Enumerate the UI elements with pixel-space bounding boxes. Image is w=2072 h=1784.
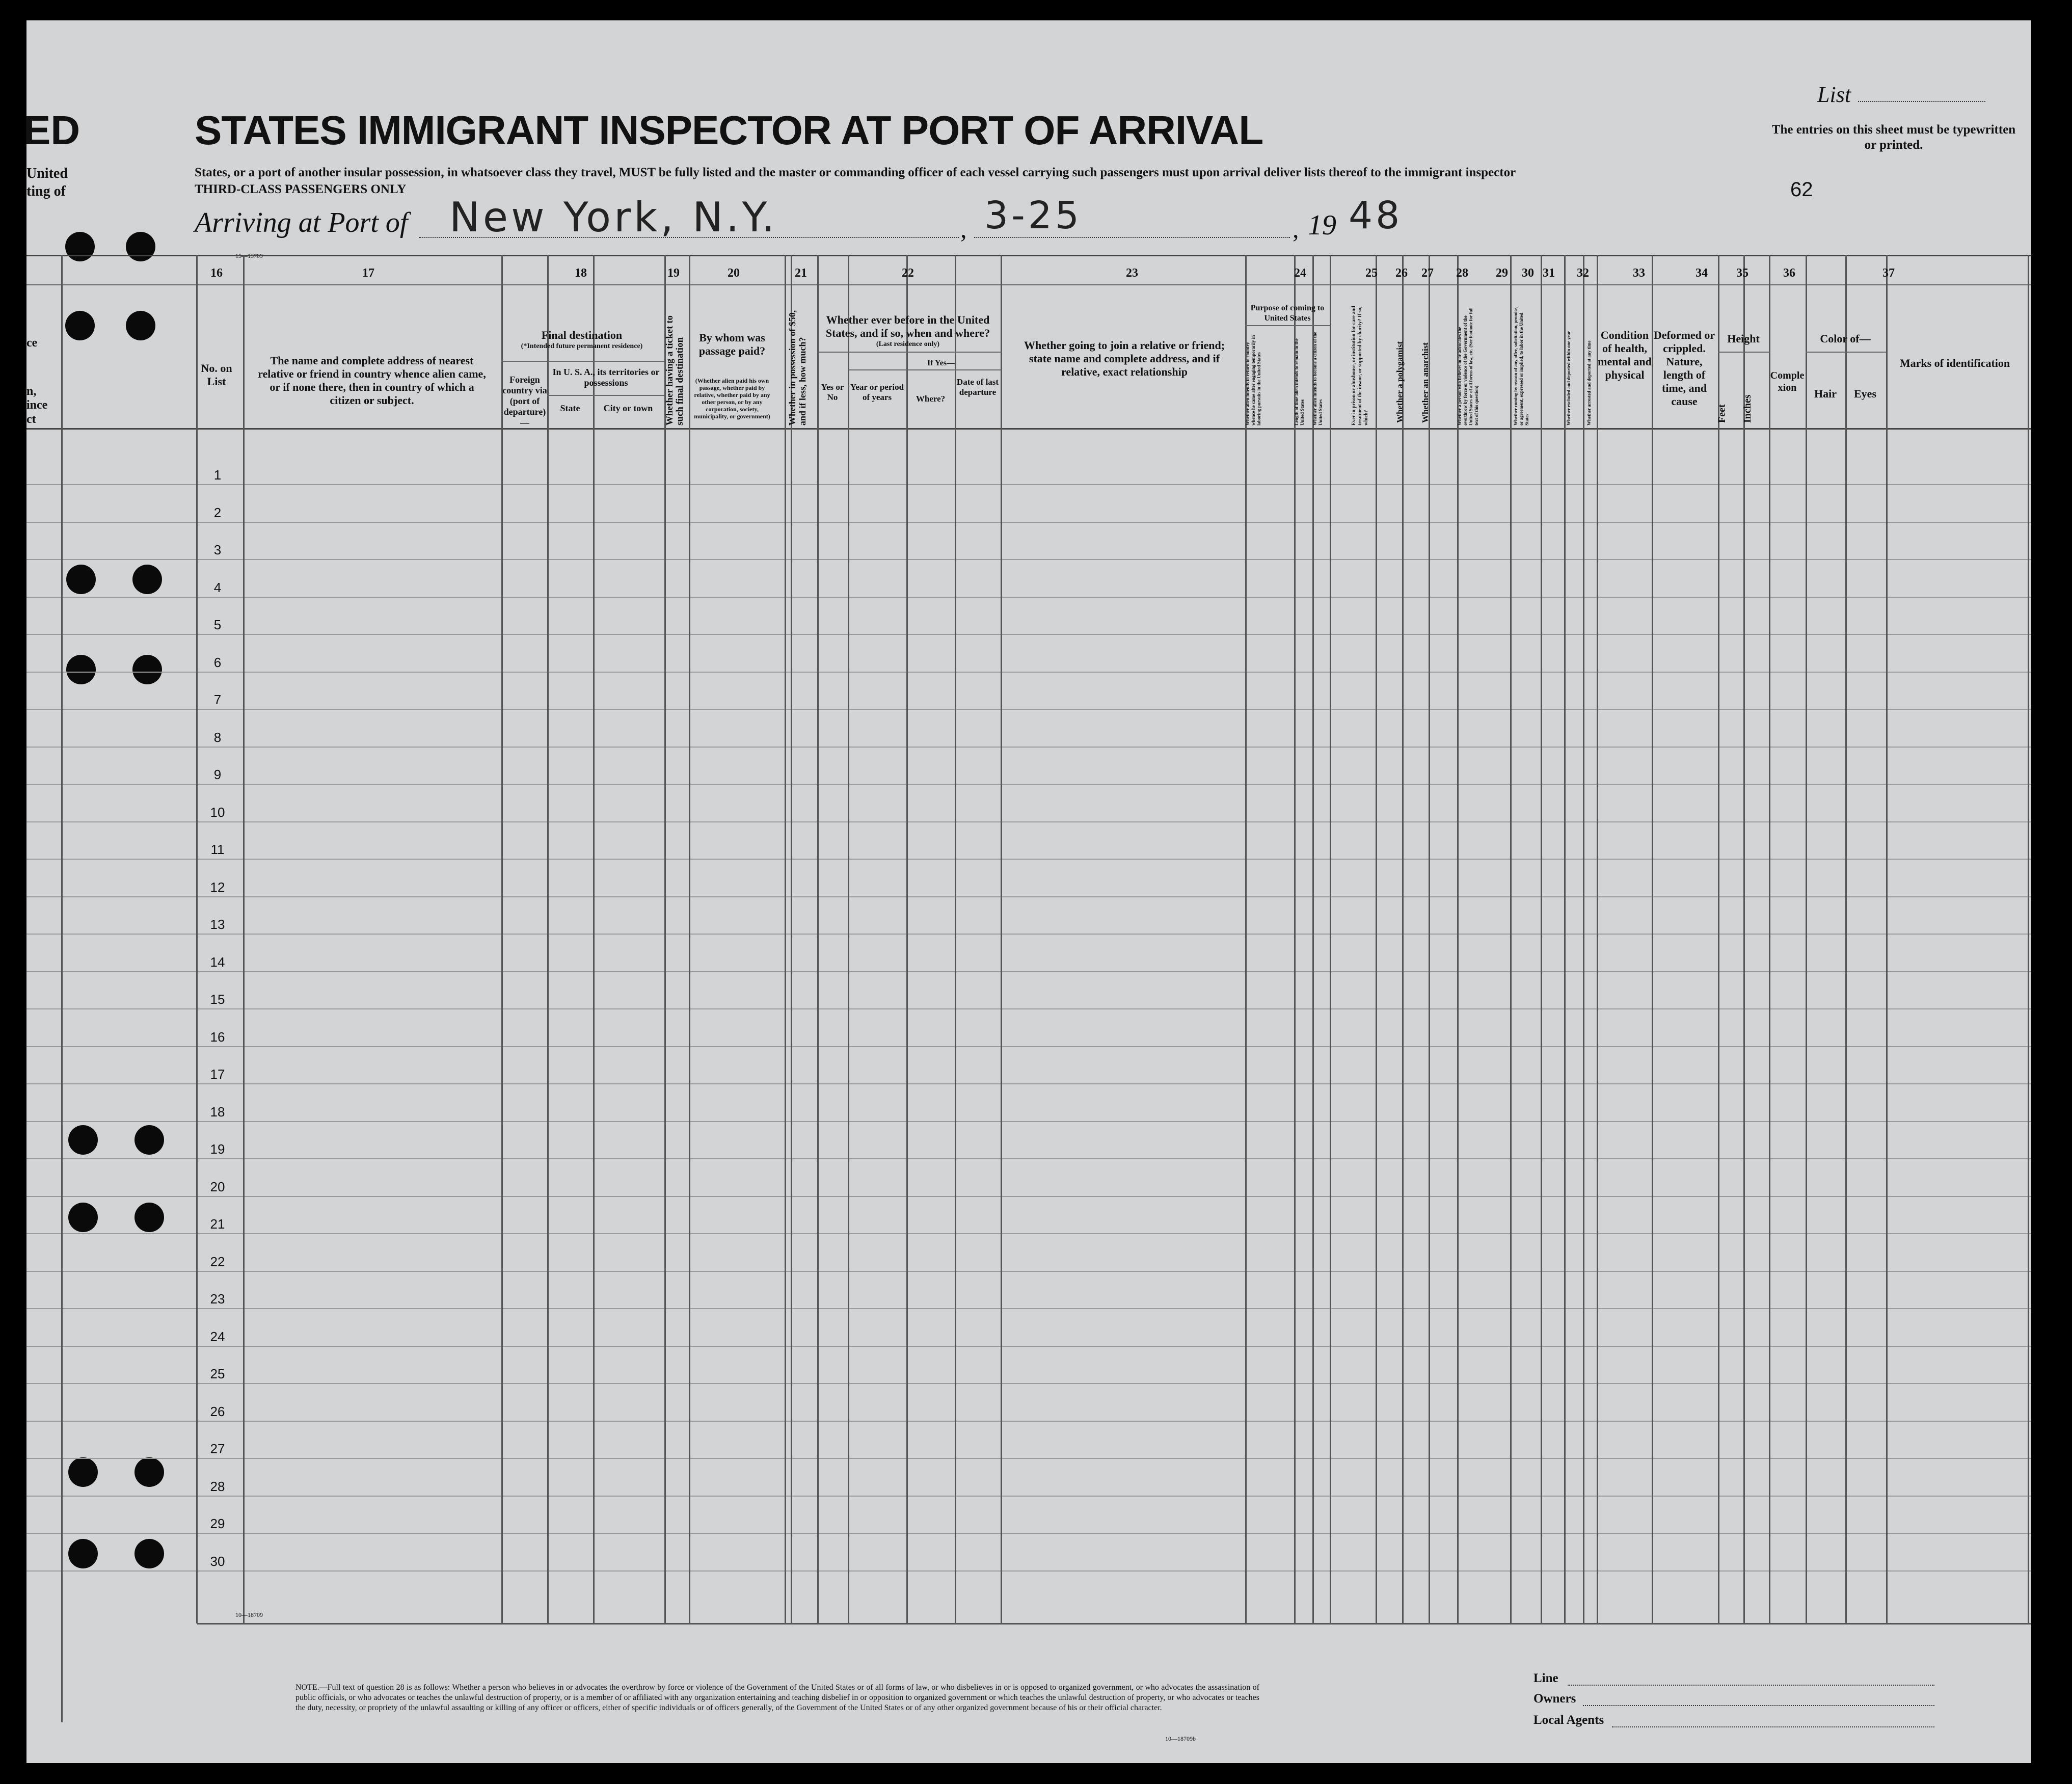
column-rule — [1312, 255, 1314, 1623]
col-number-29: 29 — [1496, 267, 1508, 280]
row-number: 20 — [210, 1179, 225, 1194]
header-state: State — [560, 403, 580, 413]
stub-text: ct — [26, 413, 36, 426]
row-rule — [26, 709, 2031, 710]
row-rule — [26, 1421, 2031, 1422]
col-number-24: 24 — [1294, 267, 1306, 280]
header-excluded: Whether excluded and deported within one year — [1566, 331, 1571, 425]
row-number: 17 — [210, 1067, 225, 1082]
column-rule — [1718, 255, 1719, 1623]
owners-label: Owners — [1533, 1692, 1576, 1706]
header-ticket: Whether having a ticket to such final destination — [664, 315, 685, 425]
row-rule — [26, 1271, 2031, 1272]
col-number-19: 19 — [667, 267, 680, 280]
col-number-21: 21 — [795, 267, 807, 280]
column-rule — [689, 255, 690, 1623]
row-number: 1 — [213, 467, 222, 483]
row-rule — [26, 522, 2031, 523]
left-fragment-1: United — [26, 166, 68, 181]
header-foreign-country: Foreign country via (port of departure)— — [502, 375, 547, 428]
row-number: 29 — [210, 1516, 225, 1531]
column-rule — [2028, 255, 2029, 1623]
col-number-27: 27 — [1421, 267, 1434, 280]
list-line — [1858, 101, 1985, 102]
column-rule — [1245, 255, 1247, 1623]
punch-hole — [132, 565, 162, 594]
stub-text: ce — [26, 336, 38, 350]
row-rule — [26, 1046, 2031, 1047]
header-feet: Feet — [1716, 404, 1728, 423]
col-number-23: 23 — [1126, 267, 1138, 280]
row-rule — [26, 1533, 2031, 1534]
col-number-30: 30 — [1522, 267, 1534, 280]
column-rule — [955, 255, 956, 1623]
col-number-34: 34 — [1696, 267, 1708, 280]
agents-rule — [1612, 1726, 1934, 1727]
row-rule — [26, 1308, 2031, 1309]
column-rule — [243, 255, 245, 1623]
header-prison: Ever in prison or almshouse, or institution for care and treatment of the insane, or supported by charity? If so, which? — [1351, 306, 1369, 425]
sheet-number: 62 — [1790, 178, 1813, 201]
col-number-37: 37 — [1882, 267, 1895, 280]
punch-hole — [66, 565, 96, 594]
header-color-of: Color of— — [1820, 332, 1871, 345]
list-label: List — [1817, 82, 1851, 107]
row-number: 11 — [210, 842, 225, 857]
row-number: 26 — [210, 1403, 225, 1419]
row-rule — [26, 747, 2031, 748]
column-rule — [1845, 255, 1847, 1623]
row-rule — [26, 597, 2031, 598]
manifest-sheet — [23, 20, 2031, 1763]
date-handwritten: 3-25 — [984, 194, 1082, 237]
header-if-yes: If Yes— — [927, 359, 955, 367]
column-rule — [817, 255, 819, 1623]
row-rule — [26, 896, 2031, 897]
column-number-rule — [26, 284, 2031, 285]
table-top-rule — [26, 255, 2031, 256]
row-number: 10 — [210, 804, 225, 820]
header-health: Condition of health, mental and physical — [1598, 329, 1652, 381]
col-number-26: 26 — [1395, 267, 1408, 280]
column-rule — [1541, 255, 1542, 1623]
header-purpose-citizen: Whether alien intends to become a citizen of the United States — [1312, 332, 1323, 425]
header-passage-paid-sub: (Whether alien paid his own passage, whether paid by relative, whether paid by any other person, or by any corporation, society, municipality, or government) — [694, 377, 770, 420]
col-number-18: 18 — [575, 267, 587, 280]
punch-hole — [68, 1203, 98, 1232]
column-rule — [1402, 255, 1404, 1623]
footnote-code: 10—18709b — [1165, 1735, 1196, 1742]
header-arrested: Whether arrested and deported at any time — [1586, 340, 1592, 425]
row-rule — [26, 1346, 2031, 1347]
row-rule — [26, 1158, 2031, 1159]
row-number: 25 — [210, 1366, 225, 1381]
column-rule — [791, 255, 792, 1623]
row-rule — [26, 484, 2031, 485]
punch-hole — [126, 311, 155, 340]
col-number-33: 33 — [1633, 267, 1645, 280]
row-rule — [26, 1083, 2031, 1084]
header-purpose-return: Whether alien intends to return to country whence he came after engaging temporarily in laboring pursuits in the United States — [1245, 335, 1261, 425]
row-number: 7 — [213, 692, 222, 707]
header-nearest-relative: The name and complete address of nearest relative or friend in country whence alien came, or if none there, then in country of which a citizen or subject. — [258, 354, 486, 407]
header-hair: Hair — [1814, 387, 1837, 400]
header-fifty-dollars: Whether in possession of $50, and if less, how much? — [787, 310, 808, 425]
column-rule — [906, 255, 908, 1623]
column-rule — [1564, 255, 1566, 1623]
owners-rule — [1583, 1705, 1934, 1706]
sub-rule — [501, 361, 664, 362]
header-final-destination: Final destination — [541, 329, 623, 341]
header-marks: Marks of identification — [1899, 357, 2010, 369]
column-rule — [1597, 255, 1598, 1623]
row-number: 12 — [210, 879, 225, 895]
row-number: 23 — [210, 1291, 225, 1307]
punch-hole — [66, 655, 96, 684]
class-label: THIRD-CLASS PASSENGERS ONLY — [195, 182, 407, 196]
row-rule — [26, 821, 2031, 822]
header-height: Height — [1727, 332, 1760, 345]
form-code-bottom: 10—18709 — [235, 1611, 263, 1618]
header-passage-paid: By whom was passage paid? — [698, 331, 766, 357]
col-number-22: 22 — [902, 267, 914, 280]
sub-rule — [1806, 352, 1886, 353]
punch-hole — [68, 1457, 98, 1487]
column-rule — [1583, 255, 1584, 1623]
line-label: Line — [1533, 1671, 1558, 1685]
column-rule — [1743, 255, 1745, 1623]
column-rule — [1376, 255, 1377, 1623]
row-number: 19 — [210, 1141, 225, 1157]
punch-hole — [65, 311, 95, 340]
col-number-16: 16 — [210, 267, 223, 280]
row-number: 5 — [213, 617, 222, 632]
agents-label: Local Agents — [1533, 1713, 1604, 1727]
header-city: City or town — [603, 403, 653, 413]
year-handwritten: 48 — [1349, 194, 1403, 237]
comma-1: , — [960, 215, 967, 243]
col-number-20: 20 — [728, 267, 740, 280]
header-last-departure: Date of last departure — [956, 377, 999, 397]
row-rule — [26, 1383, 2031, 1384]
row-rule — [26, 934, 2031, 935]
column-rule — [848, 255, 849, 1623]
header-bottom-rule — [26, 428, 2031, 430]
header-overthrow: Whether a person who believes in or advocates the overthrow by force or violence of the Government of the United States or of all forms of law, etc. (See footnote for full text of this question) — [1457, 307, 1479, 425]
row-rule — [26, 859, 2031, 860]
header-complexion: Complexion — [1770, 370, 1805, 393]
column-rule — [1886, 255, 1888, 1623]
sub-rule — [547, 395, 664, 396]
header-yes-no: Yes or No — [821, 382, 844, 402]
header-final-destination-sub: (*Intended future permanent residence) — [521, 342, 643, 350]
punch-hole — [134, 1539, 164, 1568]
footnote: NOTE.—Full text of question 28 is as follows: Whether a person who believes in or advocates the overthrow by force or violence of the Government of the United States or of all forms of law, or who disbelieves in or is opposed to organized government, or who advocates the assassination of public officials, or who advocates or teaches the unlawful destruction of property, or is a member of or affiliated with any organization entertaining and teaching disbelief in or opposition to organized government or which teaches the unlawful destruction of property, or who advocates or teaches the duty, necessity, or propriety of the unlawful assaulting or killing of any officer or officers, either of specific individuals or of officers generally, of the Government of the United States or of any other organized government because of his or their official character. — [295, 1683, 1259, 1712]
punch-hole — [126, 232, 155, 261]
col-number-36: 36 — [1783, 267, 1795, 280]
column-rule — [61, 255, 63, 1722]
year-prefix: 19 — [1308, 209, 1336, 241]
column-rule — [1001, 255, 1002, 1623]
row-rule — [26, 784, 2031, 785]
comma-2: , — [1293, 215, 1299, 243]
punch-hole — [134, 1457, 164, 1487]
row-rule — [26, 559, 2031, 560]
sub-rule — [817, 352, 1002, 353]
row-number: 30 — [210, 1553, 225, 1569]
stub-text: ince — [26, 398, 48, 412]
col-number-35: 35 — [1736, 267, 1748, 280]
row-number: 16 — [210, 1029, 225, 1045]
column-rule — [785, 255, 786, 1623]
column-rule — [547, 255, 549, 1623]
row-rule — [26, 1233, 2031, 1234]
sub-rule — [1718, 352, 1770, 353]
header-no-on-list: No. on List — [201, 362, 232, 388]
header-offer: Whether coming by reason of any offer, solicitation, promise, or agreement, expressed or implied, to labor in the United States — [1513, 306, 1529, 425]
col-number-25: 25 — [1365, 267, 1378, 280]
column-rule — [501, 255, 503, 1623]
col-number-31: 31 — [1543, 267, 1555, 280]
header-deformed: Deformed or crippled. Nature, length of time, and cause — [1653, 329, 1715, 408]
header-year-period: Year or period of years — [850, 382, 904, 402]
page-subtitle: States, or a port of another insular possession, in whatsoever class they travel, MUST be fully listed and the master or commanding officer of each vessel carrying such passengers must upon arrival deliver lists thereof to the immigrant inspector — [195, 166, 1516, 179]
left-fragment-2: ting of — [26, 183, 66, 199]
row-number: 8 — [213, 729, 222, 745]
title-left-fragment: ED — [23, 108, 80, 153]
column-rule — [1510, 255, 1512, 1623]
punch-hole — [134, 1203, 164, 1232]
col-number-32: 32 — [1577, 267, 1589, 280]
header-ever-before: Whether ever before in the United States, and if so, when and where? — [825, 313, 990, 339]
punch-hole — [68, 1539, 98, 1568]
row-rule — [26, 1121, 2031, 1122]
column-rule — [664, 255, 666, 1623]
row-number: 24 — [210, 1328, 225, 1344]
column-rule — [196, 255, 198, 1623]
port-handwritten: New York, N.Y. — [449, 194, 778, 241]
row-number: 15 — [210, 992, 225, 1007]
row-number: 18 — [210, 1104, 225, 1120]
sub-rule — [848, 369, 1002, 370]
header-anarchist: Whether an anarchist — [1420, 342, 1430, 423]
punch-hole — [68, 1125, 98, 1155]
header-inches: Inches — [1742, 394, 1753, 423]
row-number: 22 — [210, 1254, 225, 1269]
row-number: 27 — [210, 1441, 225, 1456]
page-title: STATES IMMIGRANT INSPECTOR AT PORT OF ARRIVAL — [195, 108, 1263, 153]
row-rule — [26, 1008, 2031, 1009]
column-rule — [1330, 255, 1331, 1623]
column-rule — [1769, 255, 1770, 1623]
header-polygamist: Whether a polygamist — [1395, 341, 1405, 423]
header-where: Where? — [916, 394, 946, 404]
row-number: 14 — [210, 954, 225, 970]
row-number: 3 — [213, 542, 222, 557]
header-purpose: Purpose of coming to United States — [1250, 304, 1325, 323]
column-rule — [1294, 255, 1296, 1623]
sub-rule — [1245, 325, 1330, 326]
row-number: 6 — [213, 654, 222, 670]
row-number: 4 — [213, 579, 222, 595]
row-number: 13 — [210, 917, 225, 932]
row-rule — [26, 634, 2031, 635]
row-rule — [26, 1496, 2031, 1497]
punch-hole — [134, 1125, 164, 1155]
punch-hole — [132, 655, 162, 684]
col-number-17: 17 — [362, 267, 374, 280]
header-ever-before-sub: (Last residence only) — [876, 340, 940, 348]
line-rule — [1568, 1685, 1934, 1686]
table-bottom-rule — [197, 1623, 2031, 1625]
row-rule — [26, 1458, 2031, 1459]
row-number: 28 — [210, 1478, 225, 1494]
column-rule — [1429, 255, 1430, 1623]
row-rule — [26, 1570, 2031, 1572]
row-number: 21 — [210, 1216, 225, 1232]
col-number-28: 28 — [1456, 267, 1468, 280]
entries-note: The entries on this sheet must be typewritten or printed. — [1771, 123, 2016, 152]
header-in-usa: In U. S. A., its territories or possessions — [552, 367, 660, 388]
stub-text: n, — [26, 385, 37, 398]
column-rule — [1457, 255, 1459, 1623]
row-number: 2 — [213, 504, 222, 520]
column-rule — [593, 255, 595, 1623]
header-join-relative: Whether going to join a relative or friend; state name and complete address, and if relative, exact relationship — [1024, 339, 1225, 378]
column-rule — [1652, 255, 1653, 1623]
row-number: 9 — [213, 767, 222, 782]
row-rule — [26, 1196, 2031, 1197]
row-rule — [26, 672, 2031, 673]
row-rule — [26, 971, 2031, 972]
header-eyes: Eyes — [1854, 387, 1876, 400]
punch-hole — [65, 232, 95, 261]
header-purpose-length: Length of time alien intends to remain in the United States — [1294, 338, 1305, 425]
arriving-label: Arriving at Port of — [195, 207, 408, 238]
column-rule — [1806, 255, 1807, 1623]
